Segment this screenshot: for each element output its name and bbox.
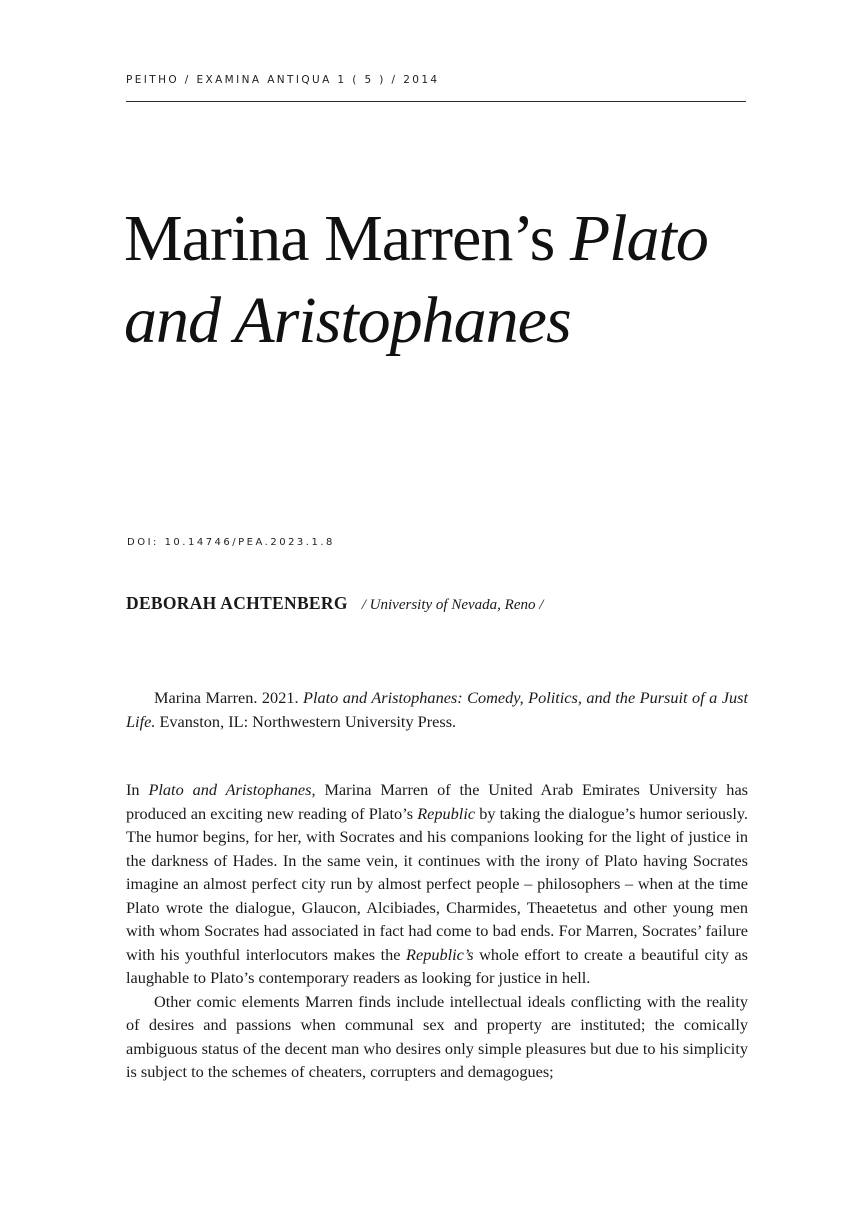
review-body (126, 778, 748, 1084)
p1-text: Marina Marren of the United Arab Emirates University has produced an exciting new reading of Plato’s (126, 780, 749, 823)
p1-book-title: Plato and Aristophanes, (148, 780, 316, 799)
header-rule (126, 101, 746, 102)
article-title (124, 198, 764, 362)
p1-text: In (126, 780, 149, 799)
citation-book-title: Plato and Aristophanes: Comedy, Politics, and the Pursuit of a Just Life. (126, 688, 748, 731)
paragraph-2: Other comic elements Marren finds include intellectual ideals conflicting with the reality of desires and passions when communal sex and property are instituted; the comically ambiguous status of the decent man who desires only simple pleasures but due to his simplicity is subject to the schemes of cheaters, corrupters and demagogues; (126, 991, 748, 1081)
p1-republic: Republic (417, 803, 476, 823)
p1-text: by taking the dialogue’s humor seriously. The humor begins, for her, with Socrates and his companions looking for the light of justice in the darkness of Hades. In the same vein, it continues with the irony of Plato having Socrates imagine an almost perfect city run by almost perfect people – philosophers – when at the time Plato wrote the dialogue, Glaucon, Alcibiades, Charmides, Theaetetus and other young men with whom Socrates had associated in fact had come to bad ends. For Marren, Socrates’ failure with his youthful interlocutors makes the (126, 803, 749, 964)
running-head: PEITHO / EXAMINA ANTIQUA 1 ( 5 ) / 2014 (126, 74, 440, 86)
citation-publisher: Evanston, IL: Northwestern University Press. (155, 711, 457, 731)
author-name: DEBORAH ACHTENBERG (126, 593, 348, 613)
p1-republics: Republic’s (406, 944, 474, 964)
book-citation (126, 686, 748, 733)
title-italic-aristophanes: and Aristophanes (124, 284, 571, 357)
p1-text: whole effort to create a beautiful city as laughable to Plato’s contemporary readers as looking for justice in hell. (126, 944, 748, 987)
byline (126, 593, 543, 614)
doi: DOI: 10.14746/PEA.2023.1.8 (127, 537, 335, 548)
author-affiliation: / University of Nevada, Reno / (361, 597, 544, 613)
paragraph-1 (126, 778, 748, 990)
citation-lead: Marina Marren. 2021. (154, 688, 304, 707)
title-text: Marina Marren’s (124, 202, 570, 275)
title-italic-plato: Plato (569, 202, 708, 275)
